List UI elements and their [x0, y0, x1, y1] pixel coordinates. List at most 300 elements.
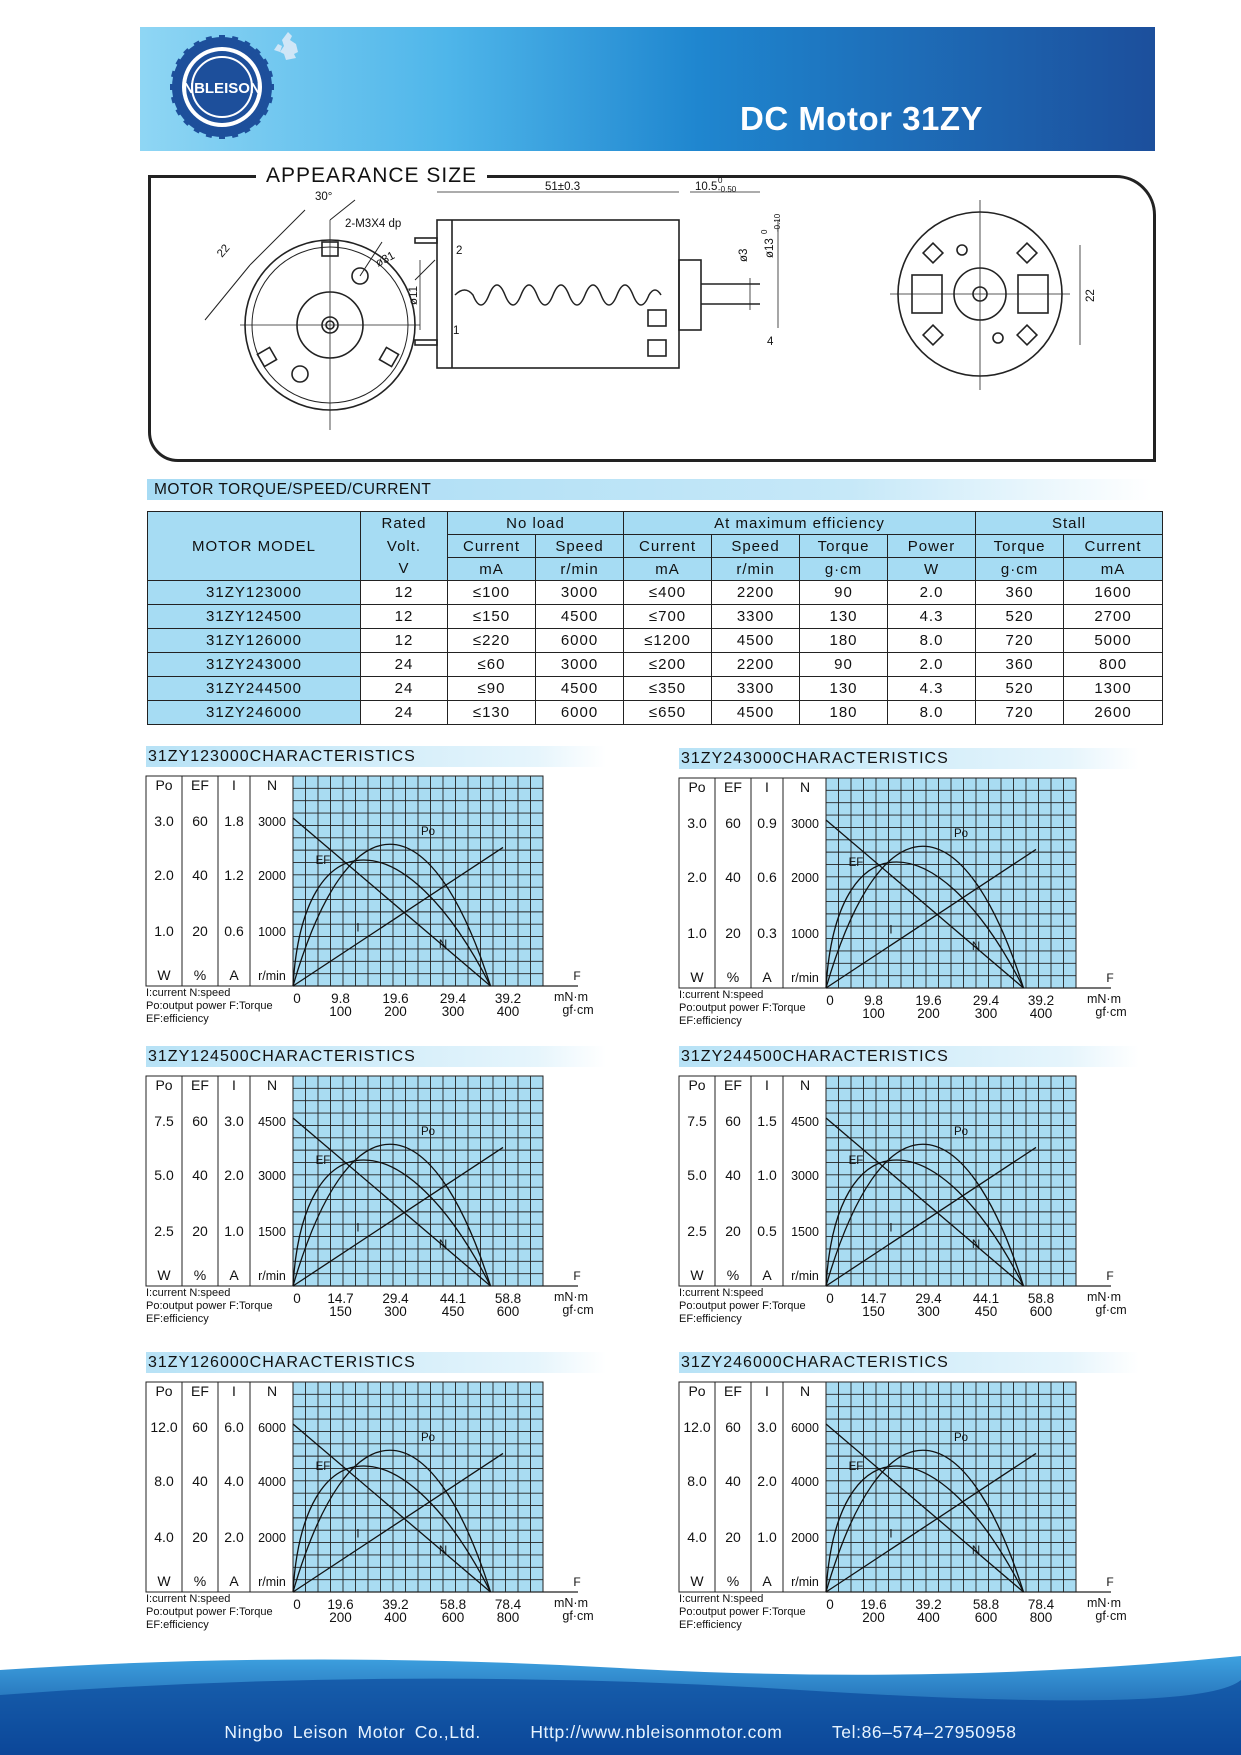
unit-po: W: [690, 969, 704, 985]
header-motor-model: MOTOR MODEL: [148, 512, 361, 581]
cell-st-current: 1300: [1064, 677, 1163, 701]
characteristics-chart: [679, 1382, 1127, 1650]
x-tick-mnm: 58.8: [439, 1597, 467, 1612]
n-tick: 4500: [258, 1115, 286, 1129]
company-logo: [170, 35, 274, 139]
cell-volt: 24: [361, 653, 448, 677]
ef-tick: 20: [192, 923, 208, 939]
x-tick-mnm: 58.8: [494, 1291, 522, 1306]
cell-nl-current: ≤150: [448, 605, 536, 629]
ef-tick: 20: [725, 1529, 741, 1545]
dim-d31: ø31: [373, 249, 397, 270]
x-tick-gfcm: 200: [862, 1610, 885, 1625]
unit-n: r/min: [791, 971, 819, 985]
cell-me-current: ≤1200: [624, 629, 712, 653]
col-po-header: Po: [688, 779, 706, 795]
x-tick-mnm: 29.4: [439, 991, 467, 1006]
cell-me-current: ≤200: [624, 653, 712, 677]
i-tick: 0.3: [757, 925, 777, 941]
cell-st-current: 2600: [1064, 701, 1163, 725]
x-tick-mnm: 39.2: [382, 1597, 409, 1612]
specification-table: [147, 511, 1163, 725]
footer-website-link[interactable]: Http://www.nbleisonmotor.com: [530, 1722, 783, 1742]
cell-nl-speed: 4500: [536, 677, 624, 701]
unit-rmin: r/min: [712, 558, 800, 581]
cell-me-current: ≤650: [624, 701, 712, 725]
ef-tick: 40: [725, 869, 741, 885]
unit-i: A: [762, 1573, 772, 1589]
i-tick: 4.0: [224, 1473, 244, 1489]
col-n-header: N: [799, 779, 811, 795]
col-po-header: Po: [688, 1383, 706, 1399]
x-tick-mnm: 0: [293, 991, 301, 1006]
x-unit-gfcm: gf·cm: [562, 1003, 594, 1017]
ef-tick: 40: [725, 1473, 741, 1489]
curve-label-ef: EF: [848, 857, 864, 870]
cell-nl-current: ≤220: [448, 629, 536, 653]
x-unit-mnm: mN·m: [553, 1596, 589, 1610]
header-stall: Stall: [976, 512, 1163, 535]
footer-company: Ningbo Leison Motor Co.,Ltd.: [224, 1722, 481, 1742]
legend-line-1: I:current N:speed: [146, 987, 231, 999]
ef-tick: 60: [192, 1113, 208, 1129]
unit-n: r/min: [791, 1575, 819, 1589]
cell-me-torque: 130: [800, 605, 888, 629]
cell-model: 31ZY244500: [148, 677, 361, 701]
x-tick-mnm: 19.6: [327, 1597, 354, 1612]
unit-i: A: [229, 967, 239, 983]
col-ef-header: EF: [191, 777, 209, 793]
unit-gcm: g·cm: [800, 558, 888, 581]
n-tick: 6000: [791, 1421, 819, 1435]
cell-me-current: ≤350: [624, 677, 712, 701]
cell-st-torque: 720: [976, 701, 1064, 725]
curve-label-po: Po: [420, 825, 436, 838]
dim-4: 4: [767, 336, 774, 348]
chart-title: 31ZY124500CHARACTERISTICS: [146, 1046, 606, 1067]
table-row: [148, 701, 1163, 725]
x-tick-gfcm: 400: [496, 1004, 520, 1019]
col-n-header: N: [799, 1077, 811, 1093]
x-tick-mnm: 0: [293, 1291, 301, 1306]
x-tick-mnm: 0: [826, 1291, 834, 1306]
x-unit-gfcm: gf·cm: [1095, 1609, 1127, 1623]
cell-me-power: 4.3: [888, 677, 976, 701]
x-tick-gfcm: 800: [1029, 1610, 1053, 1625]
curve-label-i: I: [356, 922, 360, 935]
x-tick-mnm: 14.7: [327, 1291, 354, 1306]
cell-st-current: 1600: [1064, 581, 1163, 605]
col-po-header: Po: [688, 1077, 706, 1093]
x-tick-gfcm: 200: [329, 1610, 352, 1625]
n-tick: 1500: [258, 1225, 286, 1239]
cell-me-power: 8.0: [888, 629, 976, 653]
col-i-header: I: [765, 779, 769, 795]
dim-d3: ø3: [738, 248, 750, 262]
dim-1: 1: [453, 325, 460, 337]
header-me-power: Power: [888, 535, 976, 558]
n-tick: 4500: [791, 1115, 819, 1129]
unit-po: W: [157, 1573, 171, 1589]
characteristics-chart: [146, 1076, 594, 1344]
dim-d13-tol: 0: [760, 229, 769, 234]
ef-tick: 40: [192, 1473, 208, 1489]
header-nl-current: Current: [448, 535, 536, 558]
ef-tick: 60: [725, 815, 741, 831]
col-i-header: I: [232, 777, 236, 793]
legend-line-3: EF:efficiency: [146, 1313, 209, 1325]
po-tick: 7.5: [687, 1113, 707, 1129]
col-n-header: N: [266, 1077, 278, 1093]
legend-line-2: Po:output power F:Torque: [679, 1606, 806, 1618]
po-tick: 5.0: [154, 1167, 174, 1183]
cell-me-speed: 3300: [712, 605, 800, 629]
x-tick-mnm: 14.7: [860, 1291, 887, 1306]
curve-label-n: N: [971, 941, 981, 954]
n-tick: 1000: [258, 925, 286, 939]
header-me-torque: Torque: [800, 535, 888, 558]
chart-title: 31ZY123000CHARACTERISTICS: [146, 746, 606, 767]
po-tick: 1.0: [687, 925, 707, 941]
curve-label-ef: EF: [848, 1461, 864, 1474]
legend-line-2: Po:output power F:Torque: [146, 1606, 273, 1618]
curve-label-n: N: [438, 939, 448, 952]
i-tick: 1.0: [757, 1529, 777, 1545]
legend-line-3: EF:efficiency: [146, 1013, 209, 1025]
cell-me-power: 4.3: [888, 605, 976, 629]
cell-st-torque: 520: [976, 677, 1064, 701]
legend-line-1: I:current N:speed: [146, 1287, 231, 1299]
cell-volt: 24: [361, 677, 448, 701]
chart-title: 31ZY244500CHARACTERISTICS: [679, 1046, 1139, 1067]
cell-volt: 12: [361, 581, 448, 605]
x-unit-gfcm: gf·cm: [1095, 1303, 1127, 1317]
dim-shaft-tol: 0: [718, 176, 723, 185]
x-axis-label-f: F: [1106, 1575, 1114, 1589]
i-tick: 2.0: [224, 1167, 244, 1183]
x-tick-gfcm: 100: [329, 1004, 352, 1019]
x-tick-mnm: 0: [826, 993, 834, 1008]
curve-label-n: N: [438, 1545, 448, 1558]
dim-22: 22: [215, 242, 233, 260]
ef-tick: 20: [725, 925, 741, 941]
dim-d13: ø13: [764, 238, 776, 258]
cell-nl-speed: 6000: [536, 629, 624, 653]
po-tick: 2.5: [687, 1223, 707, 1239]
x-tick-mnm: 39.2: [915, 1597, 942, 1612]
page-title: DC Motor 31ZY: [739, 100, 983, 137]
chart-title: 31ZY246000CHARACTERISTICS: [679, 1352, 1139, 1373]
cell-me-power: 8.0: [888, 701, 976, 725]
characteristics-chart: [146, 1382, 594, 1650]
cell-nl-speed: 4500: [536, 605, 624, 629]
col-n-header: N: [799, 1383, 811, 1399]
unit-po: W: [157, 1267, 171, 1283]
curve-label-po: Po: [420, 1125, 436, 1138]
cell-model: 31ZY243000: [148, 653, 361, 677]
x-unit-gfcm: gf·cm: [562, 1609, 594, 1623]
i-tick: 2.0: [757, 1473, 777, 1489]
ef-tick: 60: [192, 813, 208, 829]
po-tick: 12.0: [683, 1419, 711, 1435]
po-tick: 3.0: [687, 815, 707, 831]
appearance-title: APPEARANCE SIZE: [256, 164, 487, 188]
curve-label-po: Po: [953, 1125, 969, 1138]
cell-me-torque: 130: [800, 677, 888, 701]
x-tick-gfcm: 200: [384, 1004, 407, 1019]
i-tick: 1.0: [757, 1167, 777, 1183]
cell-st-current: 2700: [1064, 605, 1163, 629]
curve-label-po: Po: [420, 1431, 436, 1444]
col-ef-header: EF: [191, 1383, 209, 1399]
x-tick-gfcm: 150: [862, 1304, 885, 1319]
x-unit-gfcm: gf·cm: [1095, 1005, 1127, 1019]
col-i-header: I: [232, 1077, 236, 1093]
x-tick-mnm: 58.8: [1027, 1291, 1055, 1306]
unit-po: W: [690, 1267, 704, 1283]
x-tick-gfcm: 600: [496, 1304, 520, 1319]
ef-tick: 20: [725, 1223, 741, 1239]
legend-line-1: I:current N:speed: [679, 1287, 764, 1299]
x-tick-gfcm: 400: [384, 1610, 407, 1625]
chart-title: 31ZY243000CHARACTERISTICS: [679, 748, 1139, 769]
curve-label-n: N: [438, 1239, 448, 1252]
curve-label-ef: EF: [315, 1461, 331, 1474]
cell-me-power: 2.0: [888, 653, 976, 677]
x-tick-mnm: 78.4: [1027, 1597, 1055, 1612]
x-unit-mnm: mN·m: [553, 990, 589, 1004]
header-me-speed: Speed: [712, 535, 800, 558]
x-tick-gfcm: 450: [974, 1304, 998, 1319]
table-row: [148, 629, 1163, 653]
legend-line-1: I:current N:speed: [679, 989, 764, 1001]
x-tick-mnm: 9.8: [864, 993, 883, 1008]
x-tick-gfcm: 800: [496, 1610, 520, 1625]
footer-contact: [0, 1722, 1241, 1743]
x-axis-label-f: F: [573, 1575, 581, 1589]
n-tick: 2000: [791, 871, 819, 885]
n-tick: 4000: [258, 1475, 286, 1489]
col-i-header: I: [765, 1383, 769, 1399]
unit-ef: %: [193, 1267, 207, 1283]
cell-model: 31ZY124500: [148, 605, 361, 629]
x-tick-mnm: 39.2: [494, 991, 522, 1006]
x-tick-gfcm: 200: [917, 1006, 940, 1021]
cell-st-torque: 520: [976, 605, 1064, 629]
ef-tick: 60: [725, 1113, 741, 1129]
dim-2: 2: [456, 245, 463, 257]
x-unit-mnm: mN·m: [553, 1290, 589, 1304]
cell-nl-current: ≤60: [448, 653, 536, 677]
x-tick-mnm: 19.6: [860, 1597, 887, 1612]
cell-me-current: ≤700: [624, 605, 712, 629]
curve-label-ef: EF: [315, 1155, 331, 1168]
table-row: [148, 677, 1163, 701]
curve-label-n: N: [971, 1545, 981, 1558]
x-tick-mnm: 29.4: [915, 1291, 942, 1306]
x-tick-gfcm: 400: [1029, 1006, 1053, 1021]
col-i-header: I: [765, 1077, 769, 1093]
ef-tick: 60: [725, 1419, 741, 1435]
po-tick: 5.0: [687, 1167, 707, 1183]
cell-me-speed: 4500: [712, 629, 800, 653]
ef-tick: 20: [192, 1223, 208, 1239]
legend-line-2: Po:output power F:Torque: [679, 1002, 806, 1014]
header-max-efficiency: At maximum efficiency: [624, 512, 976, 535]
legend-line-3: EF:efficiency: [679, 1619, 742, 1631]
dim-shaft-tol2: -0.50: [718, 185, 737, 194]
n-tick: 2000: [791, 1531, 819, 1545]
x-tick-mnm: 78.4: [494, 1597, 522, 1612]
unit-ma: mA: [624, 558, 712, 581]
ef-tick: 20: [192, 1529, 208, 1545]
n-tick: 4000: [791, 1475, 819, 1489]
legend-line-3: EF:efficiency: [146, 1619, 209, 1631]
cell-me-speed: 2200: [712, 653, 800, 677]
unit-gcm: g·cm: [976, 558, 1064, 581]
cell-me-power: 2.0: [888, 581, 976, 605]
unit-ef: %: [726, 1573, 740, 1589]
n-tick: 3000: [258, 1169, 286, 1183]
x-unit-gfcm: gf·cm: [562, 1303, 594, 1317]
dim-shaft: 10.5: [695, 181, 718, 193]
dim-length: 51±0.3: [545, 181, 581, 193]
logo-text: NBLEISON: [183, 80, 261, 97]
x-axis-label-f: F: [1106, 971, 1114, 985]
col-ef-header: EF: [724, 1383, 742, 1399]
x-axis-label-f: F: [1106, 1269, 1114, 1283]
n-tick: 3000: [791, 1169, 819, 1183]
po-tick: 1.0: [154, 923, 174, 939]
cell-me-speed: 3300: [712, 677, 800, 701]
cell-me-torque: 180: [800, 701, 888, 725]
legend-line-2: Po:output power F:Torque: [679, 1300, 806, 1312]
curve-label-i: I: [889, 1222, 893, 1235]
unit-ma: mA: [448, 558, 536, 581]
dim-d11: ø11: [408, 286, 420, 305]
po-tick: 2.0: [154, 867, 174, 883]
x-tick-mnm: 44.1: [439, 1291, 467, 1306]
x-tick-mnm: 0: [826, 1597, 834, 1612]
curve-label-ef: EF: [315, 855, 331, 868]
col-po-header: Po: [155, 1383, 173, 1399]
col-ef-header: EF: [724, 1077, 742, 1093]
unit-n: r/min: [258, 1269, 286, 1283]
unit-ef: %: [726, 1267, 740, 1283]
table-section-title: MOTOR TORQUE/SPEED/CURRENT: [147, 479, 1152, 500]
cell-me-torque: 90: [800, 653, 888, 677]
cell-st-current: 800: [1064, 653, 1163, 677]
po-tick: 4.0: [687, 1529, 707, 1545]
cell-volt: 12: [361, 605, 448, 629]
curve-label-i: I: [356, 1222, 360, 1235]
unit-po: W: [690, 1573, 704, 1589]
x-tick-gfcm: 450: [441, 1304, 465, 1319]
x-tick-gfcm: 300: [974, 1006, 998, 1021]
dim-angle: 30°: [315, 191, 333, 203]
x-tick-gfcm: 300: [917, 1304, 940, 1319]
unit-ef: %: [726, 969, 740, 985]
x-tick-mnm: 39.2: [1027, 993, 1055, 1008]
unit-i: A: [229, 1573, 239, 1589]
i-tick: 0.6: [224, 923, 244, 939]
curve-label-i: I: [889, 924, 893, 937]
cell-me-torque: 180: [800, 629, 888, 653]
ef-tick: 40: [192, 867, 208, 883]
unit-ef: %: [193, 967, 207, 983]
x-tick-mnm: 19.6: [382, 991, 409, 1006]
x-tick-gfcm: 300: [384, 1304, 407, 1319]
x-tick-gfcm: 600: [1029, 1304, 1053, 1319]
cell-st-torque: 360: [976, 653, 1064, 677]
x-tick-mnm: 58.8: [972, 1597, 1000, 1612]
po-tick: 2.5: [154, 1223, 174, 1239]
cell-st-current: 5000: [1064, 629, 1163, 653]
po-tick: 2.0: [687, 869, 707, 885]
x-tick-gfcm: 300: [441, 1004, 465, 1019]
cell-nl-current: ≤130: [448, 701, 536, 725]
x-unit-mnm: mN·m: [1086, 1290, 1122, 1304]
col-i-header: I: [232, 1383, 236, 1399]
po-tick: 7.5: [154, 1113, 174, 1129]
curve-label-n: N: [971, 1239, 981, 1252]
i-tick: 1.0: [224, 1223, 244, 1239]
uk-map-icon: [270, 30, 306, 64]
unit-i: A: [762, 969, 772, 985]
cell-me-current: ≤400: [624, 581, 712, 605]
cell-nl-speed: 3000: [536, 653, 624, 677]
i-tick: 1.5: [757, 1113, 777, 1129]
po-tick: 12.0: [150, 1419, 178, 1435]
cell-st-torque: 720: [976, 629, 1064, 653]
n-tick: 1500: [791, 1225, 819, 1239]
header-rated: Rated: [361, 512, 448, 535]
x-tick-gfcm: 150: [329, 1304, 352, 1319]
cell-model: 31ZY246000: [148, 701, 361, 725]
unit-i: A: [229, 1267, 239, 1283]
cell-nl-current: ≤100: [448, 581, 536, 605]
po-tick: 8.0: [154, 1473, 174, 1489]
cell-nl-speed: 3000: [536, 581, 624, 605]
header-nl-speed: Speed: [536, 535, 624, 558]
po-tick: 8.0: [687, 1473, 707, 1489]
cell-me-torque: 90: [800, 581, 888, 605]
col-n-header: N: [266, 777, 278, 793]
col-ef-header: EF: [191, 1077, 209, 1093]
col-po-header: Po: [155, 777, 173, 793]
footer-tel: Tel:86–574–27950958: [831, 1722, 1017, 1742]
legend-line-2: Po:output power F:Torque: [146, 1000, 273, 1012]
curve-label-ef: EF: [848, 1155, 864, 1168]
n-tick: 3000: [258, 815, 286, 829]
ef-tick: 40: [192, 1167, 208, 1183]
i-tick: 0.5: [757, 1223, 777, 1239]
x-tick-mnm: 19.6: [915, 993, 942, 1008]
characteristics-chart: [146, 776, 594, 1044]
n-tick: 2000: [258, 869, 286, 883]
x-tick-mnm: 0: [293, 1597, 301, 1612]
ef-tick: 60: [192, 1419, 208, 1435]
legend-line-3: EF:efficiency: [679, 1015, 742, 1027]
curve-label-po: Po: [953, 827, 969, 840]
cell-model: 31ZY126000: [148, 629, 361, 653]
dim-rear-22: 22: [1085, 289, 1097, 302]
legend-line-1: I:current N:speed: [679, 1593, 764, 1605]
motor-technical-drawing: [150, 176, 1150, 452]
cell-nl-current: ≤90: [448, 677, 536, 701]
curve-label-i: I: [356, 1528, 360, 1541]
header-volt: Volt.: [361, 535, 448, 558]
